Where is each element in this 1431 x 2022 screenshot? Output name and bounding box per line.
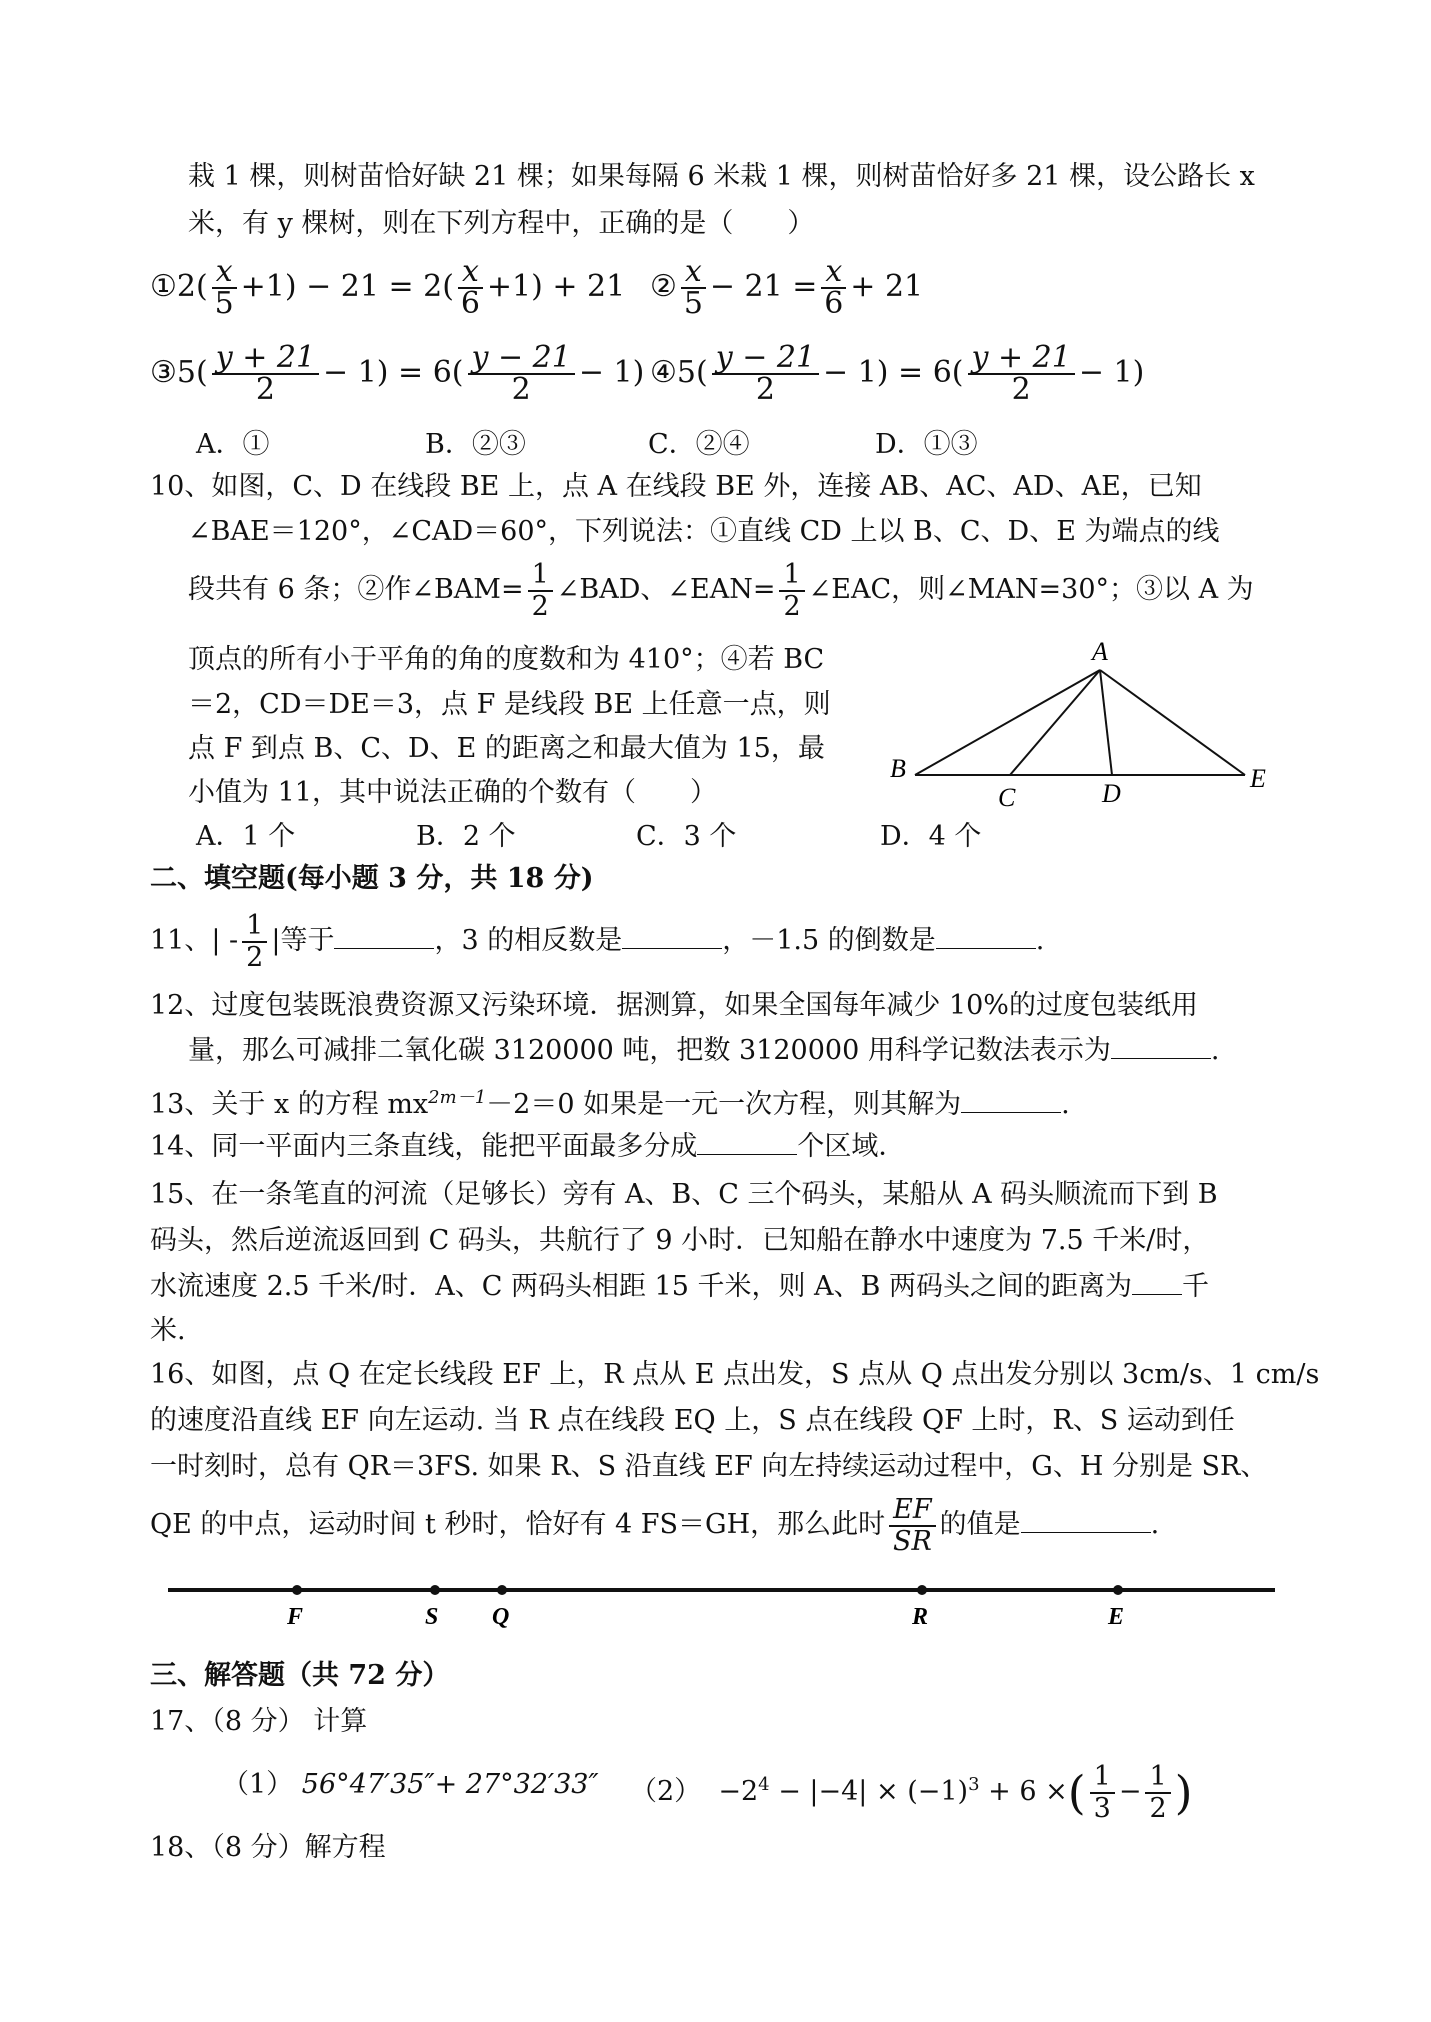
q10-line3c: ∠EAC，则∠MAN=30°；③以 A 为 <box>808 574 1254 605</box>
q17-frac1: $\frac{1}{3}$ <box>1090 1762 1115 1824</box>
q11-blank1[interactable] <box>334 924 434 949</box>
eq2-mark: ② <box>650 269 677 304</box>
eq3-t3: − 1) <box>578 355 645 390</box>
q16-line4a: QE 的中点，运动时间 t 秒时，恰好有 4 FS＝GH，那么此时 <box>150 1509 886 1540</box>
q16-frac: $\frac{EF}{SR}$ <box>889 1495 935 1557</box>
q16-line4b: 的值是 <box>939 1509 1021 1540</box>
eq4-frac1: $\frac{y - 21}{2}$ <box>712 343 819 405</box>
q17-p2-b: − |−4| × (−1) <box>769 1776 969 1807</box>
eq1-frac2: $\frac{x}{6}$ <box>458 257 483 319</box>
q13-t1: 13、关于 x 的方程 mx <box>150 1089 429 1120</box>
q9-eq1 <box>150 252 625 322</box>
q9-option-a: A．① <box>196 429 270 460</box>
q9-eq4 <box>650 338 1144 408</box>
q11-frac: $\frac{1}{2}$ <box>242 911 267 973</box>
q16-line2: 的速度沿直线 EF 向左运动. 当 R 点在线段 EQ 上，S 点在线段 QF 上时，R、S 运动到任 <box>150 1405 1235 1436</box>
q10-half-frac2: $\frac{1}{2}$ <box>779 560 804 622</box>
q15-blank[interactable] <box>1132 1270 1182 1295</box>
q10-line3a: 段共有 6 条；②作∠BAM= <box>188 574 524 605</box>
q13-end: . <box>1061 1089 1070 1120</box>
q10-line7: 小值为 11，其中说法正确的个数有（ ） <box>188 777 717 808</box>
q17-title: 17、（8 分） 计算 <box>150 1706 368 1737</box>
label-b: B <box>890 754 906 783</box>
segment-ad <box>1100 670 1112 775</box>
q15-line3-text: 水流速度 2.5 千米/时．A、C 两码头相距 15 千米，则 A、B 两码头之间的距离为 <box>150 1271 1132 1302</box>
q11-blank3[interactable] <box>936 924 1036 949</box>
eq4-t3: − 1) <box>1078 355 1145 390</box>
q10-line2: ∠BAE＝120°，∠CAD＝60°，下列说法：①直线 CD 上以 B、C、D、E 为端点的线 <box>188 516 1220 547</box>
eq3-frac1: $\frac{y + 21}{2}$ <box>212 343 319 405</box>
q17-p2-a: −2 <box>718 1776 759 1807</box>
section3-heading: 三、解答题（共 72 分） <box>150 1660 450 1691</box>
eq2-t2: + 21 <box>850 269 924 304</box>
q16-blank[interactable] <box>1021 1508 1151 1533</box>
q10-option-d: D．4 个 <box>880 821 982 852</box>
q17-left-paren: ( <box>1067 1765 1086 1820</box>
eq2-t1: − 21 = <box>709 269 818 304</box>
q15-line4: 米. <box>150 1315 186 1346</box>
q17-frac2: $\frac{1}{2}$ <box>1145 1762 1170 1824</box>
triangle-figure <box>890 630 1290 820</box>
eq3-t2: − 1) = 6( <box>323 355 464 390</box>
q17-p2-label: （2） <box>630 1776 702 1807</box>
q18-title: 18、（8 分）解方程 <box>150 1832 386 1863</box>
q9-option-c: C．②④ <box>648 429 750 460</box>
q10-option-a: A．1 个 <box>196 821 296 852</box>
label-r: R <box>912 1604 929 1630</box>
eq3-mark: ③ <box>150 355 177 390</box>
segment-ab <box>915 670 1100 775</box>
q9-option-d: D．①③ <box>875 429 978 460</box>
q15-line2: 码头，然后逆流返回到 C 码头，共航行了 9 小时．已知船在静水中速度为 7.5 千米/时， <box>150 1225 1210 1256</box>
q10-option-b: B．2 个 <box>416 821 516 852</box>
eq3-t1: 5( <box>176 355 208 390</box>
q10-line6: 点 F 到点 B、C、D、E 的距离之和最大值为 15，最 <box>188 733 825 764</box>
eq3-frac2: $\frac{y - 21}{2}$ <box>468 343 575 405</box>
q9-eq3 <box>150 338 644 408</box>
q11-t1: 11、| - <box>150 925 239 956</box>
q15-line3-end: 千 <box>1181 1271 1209 1302</box>
label-d: D <box>1102 779 1121 808</box>
q11-t2: |等于 <box>271 925 335 956</box>
eq2-frac1: $\frac{x}{5}$ <box>681 257 706 319</box>
label-s: S <box>425 1604 439 1630</box>
q14-t2: 个区域． <box>797 1131 906 1162</box>
label-e: E <box>1108 1604 1125 1630</box>
segment-ac <box>1010 670 1100 775</box>
q10-line4: 顶点的所有小于平角的角的度数和为 410°；④若 BC <box>188 644 825 675</box>
q17-part1 <box>222 1750 599 1820</box>
q14 <box>150 1130 905 1164</box>
q10-line1: 10、如图，C、D 在线段 BE 上，点 A 在线段 BE 外，连接 AB、AC、AD、AE，已知 <box>150 471 1202 502</box>
label-f: F <box>287 1604 304 1630</box>
q13-blank[interactable] <box>961 1088 1061 1113</box>
q12-end: . <box>1210 1035 1220 1066</box>
number-line-figure <box>160 1578 1290 1638</box>
q16-end: . <box>1150 1509 1160 1540</box>
q16-line1: 16、如图，点 Q 在定长线段 EF 上，R 点从 E 点出发，S 点从 Q 点出发分别以 3cm/s、1 cm/s <box>150 1359 1320 1390</box>
q9-eq2 <box>650 252 923 322</box>
q9-line2: 米，有 y 棵树，则在下列方程中，正确的是（ ） <box>188 208 815 239</box>
q10-line5: ＝2，CD＝DE＝3，点 F 是线段 BE 上任意一点，则 <box>188 689 831 720</box>
q17-p2-exp2: 3 <box>968 1774 980 1795</box>
q14-blank[interactable] <box>697 1130 797 1155</box>
q15-line1: 15、在一条笔直的河流（足够长）旁有 A、B、C 三个码头，某船从 A 码头顺流而下到 B <box>150 1179 1218 1210</box>
q11 <box>150 906 1044 976</box>
q17-part2: $(2) -2^4 - |-4| \times (-1)^3 + 6$ ×( $\frac{1}{3}$ − $\frac{1}{2}$ ) <box>630 1760 1193 1824</box>
q12-line1: 12、过度包装既浪费资源又污染环境．据测算，如果全国每年减少 10%的过度包装纸用 <box>150 990 1198 1021</box>
point-r <box>917 1585 927 1595</box>
eq4-mark: ④ <box>650 355 677 390</box>
label-e: E <box>1250 764 1266 793</box>
q10-option-c: C．3 个 <box>636 821 737 852</box>
q17-p2-c: + 6 × <box>979 1776 1068 1807</box>
eq1-mark: ① <box>150 269 177 304</box>
q11-t3: ，3 的相反数是 <box>434 925 623 956</box>
q10-line3b: ∠BAD、∠EAN= <box>556 574 776 605</box>
eq1-frac1: $\frac{x}{5}$ <box>212 257 237 319</box>
q10-line3 <box>188 555 1254 625</box>
q12-blank[interactable] <box>1111 1034 1211 1059</box>
eq1-t1: 2( <box>176 269 208 304</box>
eq4-frac2: $\frac{y + 21}{2}$ <box>968 343 1075 405</box>
q13 <box>150 1081 1070 1122</box>
q11-t5: . <box>1035 925 1045 956</box>
q17-right-paren: ) <box>1174 1765 1193 1820</box>
point-s <box>430 1585 440 1595</box>
q9-option-b: B．②③ <box>425 429 526 460</box>
q16-line4 <box>150 1490 1159 1560</box>
q14-t1: 14、同一平面内三条直线，能把平面最多分成 <box>150 1131 698 1162</box>
q17-p1-expr: 56°47′35″+ 27°32′33″ <box>301 1769 599 1800</box>
label-q: Q <box>492 1604 510 1630</box>
q11-blank2[interactable] <box>622 924 722 949</box>
q10-half-frac1: $\frac{1}{2}$ <box>528 560 553 622</box>
q11-t4: ，－1.5 的倒数是 <box>722 925 936 956</box>
point-f <box>292 1585 302 1595</box>
label-c: C <box>998 783 1016 812</box>
q12-line2-text: 量，那么可减排二氧化碳 3120000 吨，把数 3120000 用科学记数法表示为 <box>188 1035 1111 1066</box>
eq1-t3: +1) + 21 <box>486 269 626 304</box>
q17-p2-exp: 4 <box>758 1774 770 1795</box>
segment-ae <box>1100 670 1245 775</box>
section2-heading: 二、填空题(每小题 3 分，共 18 分) <box>150 863 594 894</box>
q16-line3: 一时刻时，总有 QR＝3FS. 如果 R、S 沿直线 EF 向左持续运动过程中，G、H 分别是 SR、 <box>150 1451 1268 1482</box>
q13-exponent: 2m－1 <box>428 1087 487 1108</box>
eq1-t2: +1) − 21 = 2( <box>240 269 454 304</box>
q15-line3 <box>150 1270 1209 1304</box>
point-e <box>1113 1585 1123 1595</box>
q13-t2: －2＝0 如果是一元一次方程，则其解为 <box>486 1089 962 1120</box>
eq2-frac2: $\frac{x}{6}$ <box>821 257 846 319</box>
q17-p1-label: （1） <box>222 1769 294 1800</box>
point-q <box>497 1585 507 1595</box>
eq4-t1: 5( <box>676 355 708 390</box>
q12-line2 <box>188 1034 1219 1068</box>
label-a: A <box>1092 637 1108 666</box>
q9-line1: 栽 1 棵，则树苗恰好缺 21 棵；如果每隔 6 米栽 1 棵，则树苗恰好多 21 棵，设公路长 x <box>188 161 1255 192</box>
eq4-t2: − 1) = 6( <box>823 355 964 390</box>
